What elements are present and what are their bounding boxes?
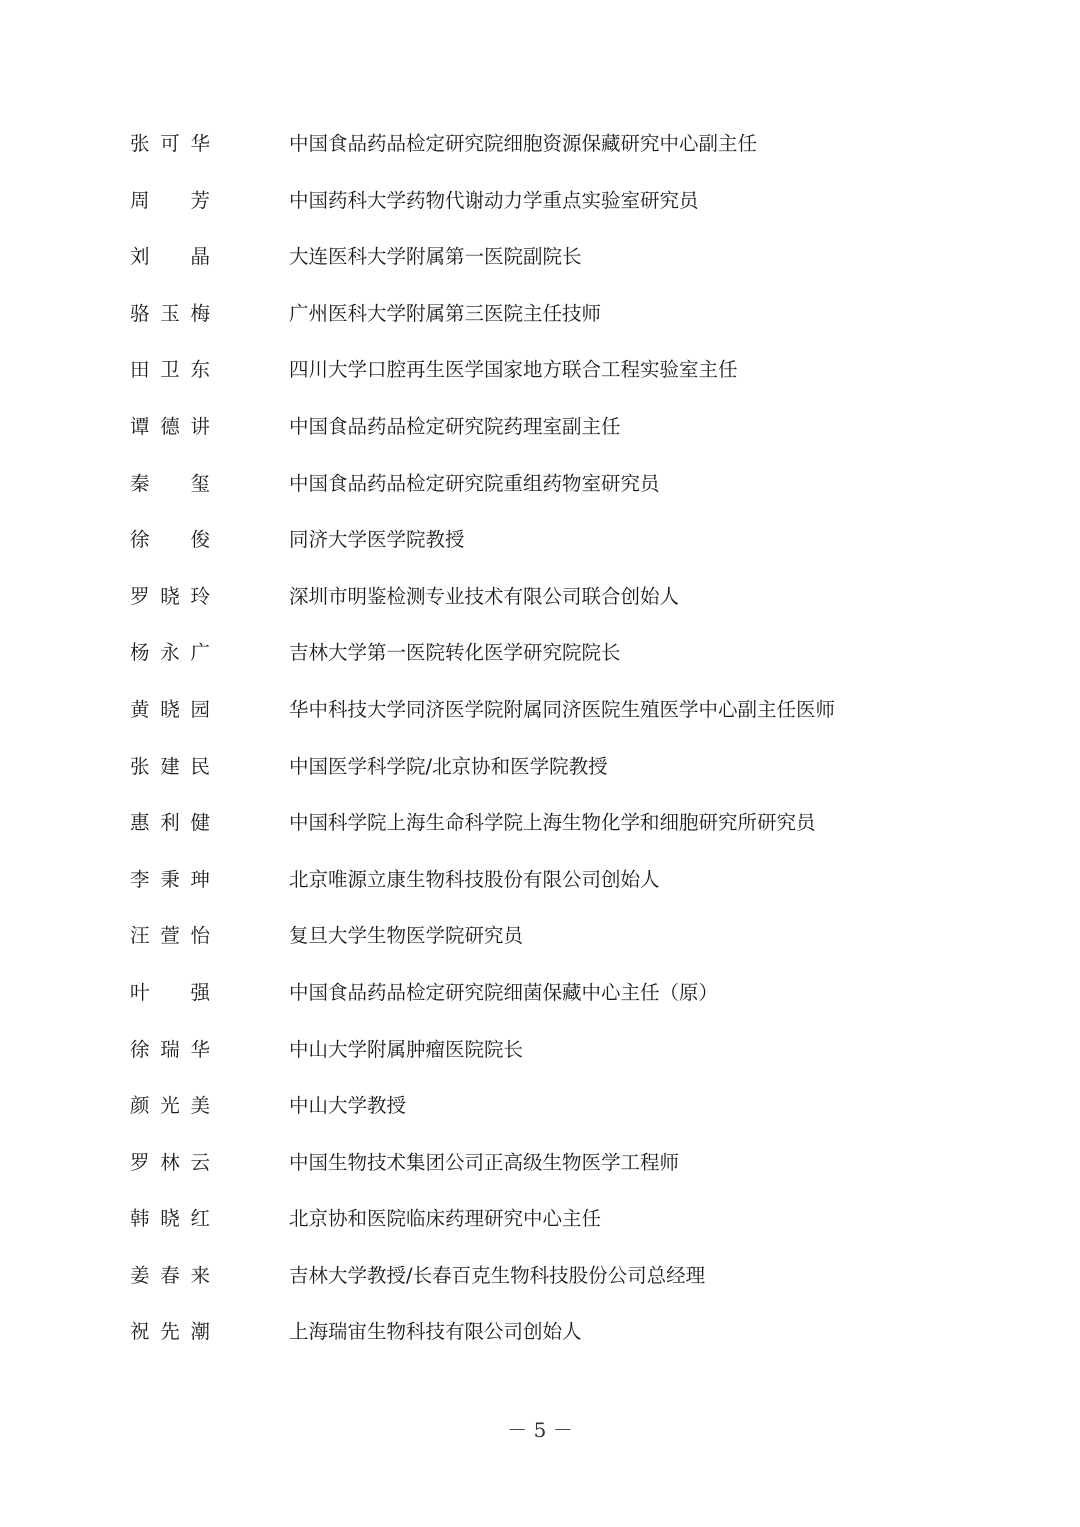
member-row <box>0 116 1080 173</box>
member-row <box>0 1078 1080 1135</box>
member-title: 上海瑞宙生物科技有限公司创始人 <box>289 1320 582 1344</box>
member-title: 中国食品药品检定研究院重组药物室研究员 <box>289 471 660 495</box>
member-name: 秦 玺 <box>130 471 210 495</box>
member-name: 叶 强 <box>130 980 210 1004</box>
member-row <box>0 399 1080 456</box>
member-name: 韩晓红 <box>130 1207 210 1231</box>
member-row <box>0 569 1080 626</box>
member-row <box>0 1135 1080 1192</box>
member-title: 中国科学院上海生命科学院上海生物化学和细胞研究所研究员 <box>289 811 816 835</box>
member-name: 徐瑞华 <box>130 1037 210 1061</box>
member-title: 北京唯源立康生物科技股份有限公司创始人 <box>289 867 660 891</box>
member-title: 中国食品药品检定研究院药理室副主任 <box>289 414 621 438</box>
member-title: 中山大学附属肿瘤医院院长 <box>289 1037 524 1061</box>
member-title: 吉林大学第一医院转化医学研究院院长 <box>289 641 621 665</box>
member-name: 谭德讲 <box>130 414 210 438</box>
member-title: 四川大学口腔再生医学国家地方联合工程实验室主任 <box>289 358 738 382</box>
member-title: 广州医科大学附属第三医院主任技师 <box>289 301 602 325</box>
member-name: 徐 俊 <box>130 528 210 552</box>
member-row <box>0 852 1080 909</box>
member-name: 罗林云 <box>130 1150 210 1174</box>
member-name: 李秉珅 <box>130 867 210 891</box>
member-row <box>0 1248 1080 1305</box>
member-title: 华中科技大学同济医学院附属同济医院生殖医学中心副主任医师 <box>289 697 836 721</box>
member-name: 张建民 <box>130 754 210 778</box>
member-row <box>0 965 1080 1022</box>
member-name: 颜光美 <box>130 1094 210 1118</box>
member-row <box>0 1304 1080 1361</box>
member-row <box>0 1191 1080 1248</box>
member-title: 同济大学医学院教授 <box>289 528 465 552</box>
member-roster <box>0 116 1080 1361</box>
member-name: 刘 晶 <box>130 245 210 269</box>
page-number: － 5 － <box>507 1418 573 1442</box>
member-title: 深圳市明鉴检测专业技术有限公司联合创始人 <box>289 584 680 608</box>
member-title: 中山大学教授 <box>289 1094 407 1118</box>
member-name: 姜春来 <box>130 1263 210 1287</box>
member-row <box>0 286 1080 343</box>
member-row <box>0 625 1080 682</box>
member-name: 惠利健 <box>130 811 210 835</box>
member-title: 复旦大学生物医学院研究员 <box>289 924 524 948</box>
member-name: 汪萱怡 <box>130 924 210 948</box>
member-title: 中国生物技术集团公司正高级生物医学工程师 <box>289 1150 680 1174</box>
member-title: 中国医学科学院/北京协和医学院教授 <box>289 754 608 778</box>
member-title: 大连医科大学附属第一医院副院长 <box>289 245 582 269</box>
member-row <box>0 739 1080 796</box>
member-name: 黄晓园 <box>130 697 210 721</box>
member-title: 中国食品药品检定研究院细胞资源保藏研究中心副主任 <box>289 132 758 155</box>
member-title: 中国食品药品检定研究院细菌保藏中心主任（原） <box>289 980 719 1004</box>
member-row <box>0 173 1080 230</box>
member-row <box>0 229 1080 286</box>
member-name: 杨永广 <box>130 641 210 665</box>
member-row <box>0 682 1080 739</box>
member-row <box>0 456 1080 513</box>
member-name: 田卫东 <box>130 358 210 382</box>
member-name: 骆玉梅 <box>130 301 210 325</box>
member-row <box>0 342 1080 399</box>
member-title: 吉林大学教授/长春百克生物科技股份公司总经理 <box>289 1263 706 1287</box>
member-row <box>0 795 1080 852</box>
member-name: 周 芳 <box>130 188 210 212</box>
member-row <box>0 908 1080 965</box>
member-title: 中国药科大学药物代谢动力学重点实验室研究员 <box>289 188 699 212</box>
member-name: 张可华 <box>130 132 210 155</box>
member-name: 罗晓玲 <box>130 584 210 608</box>
member-title: 北京协和医院临床药理研究中心主任 <box>289 1207 602 1231</box>
member-name: 祝先潮 <box>130 1320 210 1344</box>
member-row <box>0 1022 1080 1079</box>
member-row <box>0 512 1080 569</box>
